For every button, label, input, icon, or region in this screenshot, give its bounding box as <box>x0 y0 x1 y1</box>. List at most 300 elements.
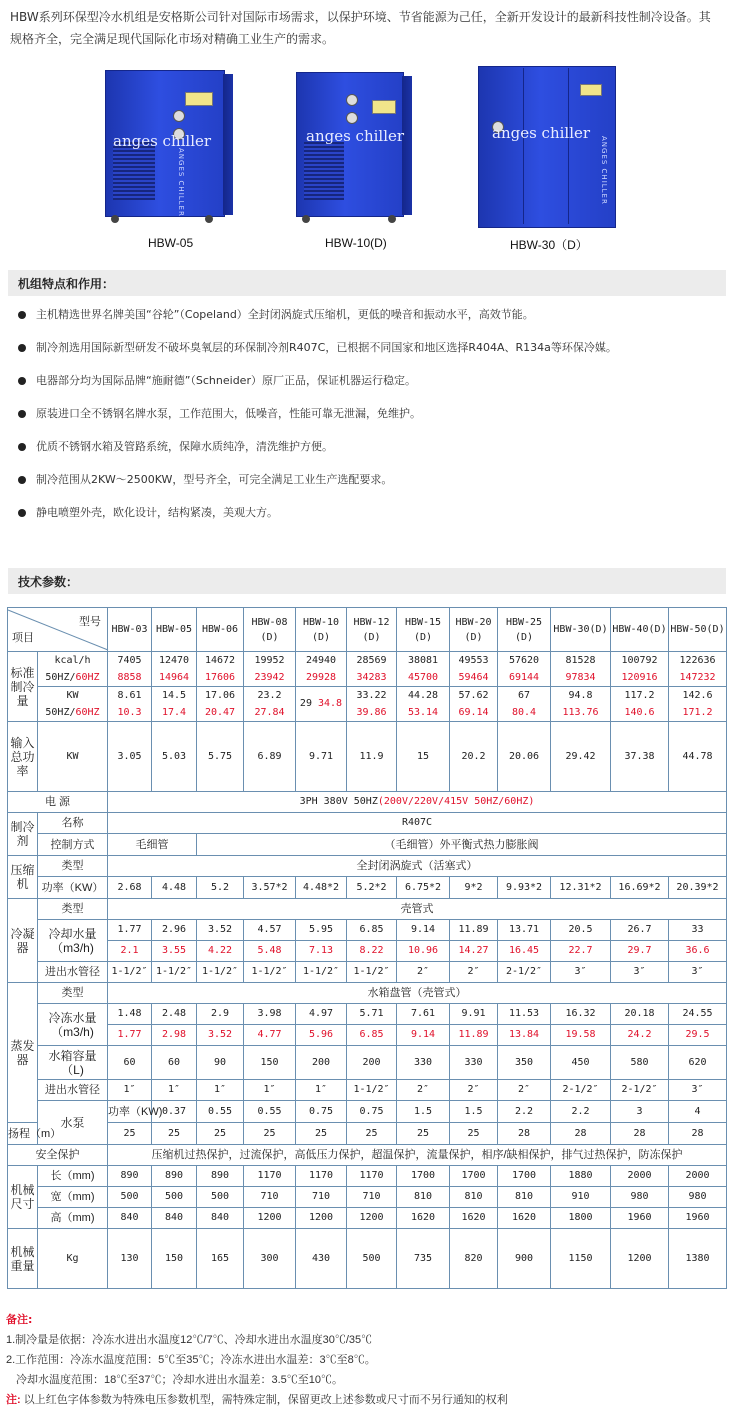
condenser-pipe-cell: 2″ <box>450 962 498 983</box>
model-header: HBW-06 <box>197 608 244 652</box>
model-header: HBW-08 (D) <box>244 608 296 652</box>
pump-head-cell: 25 <box>296 1123 347 1145</box>
refrigerant-label: 制冷剂 <box>8 813 38 856</box>
cooling-kcal-row <box>8 652 727 687</box>
width-cell: 910 <box>551 1187 611 1208</box>
evaporator-flow-cell: 7.61 <box>397 1004 450 1025</box>
refrigerant-name-value: R407C <box>108 813 727 834</box>
specs-section-bar <box>8 568 726 594</box>
condenser-label: 冷凝器 <box>8 899 38 983</box>
length-cell: 1170 <box>347 1166 397 1187</box>
width-cell: 810 <box>397 1187 450 1208</box>
evaporator-flow60-cell: 13.84 <box>498 1025 551 1046</box>
length-cell: 890 <box>152 1166 197 1187</box>
evaporator-pipe-cell: 1″ <box>197 1080 244 1101</box>
weight-cell: 735 <box>397 1229 450 1289</box>
weight-cell: 820 <box>450 1229 498 1289</box>
compressor-power-cell: 20.39*2 <box>669 877 727 899</box>
feature-item: 原装进口全不锈钢名牌水泵，工作范围大，低噪音，性能可靠无泄漏，免维护。 <box>16 403 716 436</box>
power-supply-row <box>8 792 727 813</box>
input-power-cell: 5.03 <box>152 722 197 792</box>
width-cell: 500 <box>108 1187 152 1208</box>
cooling-kcal-cell: 100792 120916 <box>611 652 669 687</box>
cooling-label: 标准制冷量 <box>8 652 38 722</box>
evaporator-tank-cell: 620 <box>669 1046 727 1080</box>
bullet-icon <box>18 509 26 517</box>
evaporator-flow-cell: 16.32 <box>551 1004 611 1025</box>
length-cell: 2000 <box>611 1166 669 1187</box>
length-cell: 2000 <box>669 1166 727 1187</box>
evaporator-tank-row <box>8 1046 727 1080</box>
notes <box>6 1310 726 1410</box>
cooling-kcal-cell: 12470 14964 <box>152 652 197 687</box>
evaporator-flow-cell: 11.53 <box>498 1004 551 1025</box>
cooling-kw-cell: 29 34.8 <box>296 687 347 722</box>
condenser-flow-cell: 13.71 <box>498 920 551 941</box>
length-cell: 1170 <box>296 1166 347 1187</box>
input-power-cell: 20.06 <box>498 722 551 792</box>
bullet-icon <box>18 377 26 385</box>
condenser-flow-cell: 33 <box>669 920 727 941</box>
cooling-kw-cell: 67 80.4 <box>498 687 551 722</box>
model-header: HBW-03 <box>108 608 152 652</box>
model-header: HBW-12 (D) <box>347 608 397 652</box>
pump-head-cell: 28 <box>498 1123 551 1145</box>
condenser-flow60-cell: 29.7 <box>611 941 669 962</box>
evaporator-type-row <box>8 983 727 1004</box>
evaporator-pipe-cell: 2″ <box>498 1080 551 1101</box>
pump-head-cell: 28 <box>611 1123 669 1145</box>
input-power-cell: 11.9 <box>347 722 397 792</box>
note-line: 冷却水温度范围：18℃至37℃；冷却水进出水温差：3.5℃至10℃。 <box>16 1374 343 1386</box>
input-power-row <box>8 722 727 792</box>
condenser-flow60-cell: 7.13 <box>296 941 347 962</box>
evaporator-pipe-row <box>8 1080 727 1101</box>
condenser-flow60-cell: 14.27 <box>450 941 498 962</box>
cooling-kw-unit: KW 50HZ/60HZ <box>38 687 108 722</box>
evaporator-flow-cell: 9.91 <box>450 1004 498 1025</box>
model-header: HBW-20 (D) <box>450 608 498 652</box>
weight-cell: 300 <box>244 1229 296 1289</box>
evaporator-tank-cell: 150 <box>244 1046 296 1080</box>
evaporator-flow-cell: 5.71 <box>347 1004 397 1025</box>
refrigerant-name-row <box>8 813 727 834</box>
condenser-pipe-cell: 3″ <box>669 962 727 983</box>
features-section-bar <box>8 270 726 296</box>
evaporator-flow60-row <box>8 1025 727 1046</box>
condenser-flow-cell: 11.89 <box>450 920 498 941</box>
pump-power-cell: 2.2 <box>498 1101 551 1123</box>
cooling-kw-cell: 142.6 171.2 <box>669 687 727 722</box>
pump-head-cell: 25 <box>347 1123 397 1145</box>
power-supply-value: 3PH 380V 50HZ(200V/220V/415V 50HZ/60HZ) <box>108 792 727 813</box>
size-label: 机械尺寸 <box>8 1166 38 1229</box>
condenser-flow-cell: 6.85 <box>347 920 397 941</box>
cooling-kw-cell: 8.61 10.3 <box>108 687 152 722</box>
cooling-kw-cell: 23.2 27.84 <box>244 687 296 722</box>
input-power-cell: 44.78 <box>669 722 727 792</box>
pump-power-cell: 3 <box>611 1101 669 1123</box>
compressor-type-label: 类型 <box>38 856 108 877</box>
length-cell: 1700 <box>397 1166 450 1187</box>
vertical-brand-label: ANGES CHILLER <box>600 136 608 205</box>
evaporator-tank-cell: 200 <box>347 1046 397 1080</box>
evaporator-flow60-cell: 24.2 <box>611 1025 669 1046</box>
evaporator-flow-cell: 24.55 <box>669 1004 727 1025</box>
evaporator-flow60-cell: 19.58 <box>551 1025 611 1046</box>
evaporator-flow60-cell: 3.52 <box>197 1025 244 1046</box>
evaporator-tank-cell: 580 <box>611 1046 669 1080</box>
width-cell: 710 <box>296 1187 347 1208</box>
cooling-kcal-cell: 49553 59464 <box>450 652 498 687</box>
product-gallery <box>0 60 731 260</box>
pump-head-cell: 25 <box>152 1123 197 1145</box>
cooling-kw-cell: 14.5 17.4 <box>152 687 197 722</box>
height-cell: 1960 <box>611 1208 669 1229</box>
compressor-type-value: 全封闭涡旋式（活塞式） <box>108 856 727 877</box>
length-cell: 1880 <box>551 1166 611 1187</box>
condenser-pipe-cell: 3″ <box>611 962 669 983</box>
condenser-flow-cell: 20.5 <box>551 920 611 941</box>
weight-cell: 430 <box>296 1229 347 1289</box>
width-cell: 810 <box>498 1187 551 1208</box>
compressor-power-cell: 3.57*2 <box>244 877 296 899</box>
specs-title: 技术参数： <box>18 575 79 589</box>
pump-head-cell: 28 <box>669 1123 727 1145</box>
condenser-pipe-cell: 1-1/2″ <box>197 962 244 983</box>
model-header: HBW-10 (D) <box>296 608 347 652</box>
model-header: HBW-30(D) <box>551 608 611 652</box>
height-cell: 1800 <box>551 1208 611 1229</box>
cooling-kcal-cell: 57620 69144 <box>498 652 551 687</box>
condenser-flow-label: 冷却水量（m3/h) <box>38 920 108 962</box>
pump-head-cell: 25 <box>108 1123 152 1145</box>
pump-label: 水泵 <box>38 1101 108 1145</box>
evaporator-flow60-cell: 9.14 <box>397 1025 450 1046</box>
input-power-unit: KW <box>38 722 108 792</box>
cooling-kw-cell: 33.22 39.86 <box>347 687 397 722</box>
width-cell: 500 <box>197 1187 244 1208</box>
control-small-value: 毛细管 <box>108 834 197 856</box>
condenser-flow60-cell: 3.55 <box>152 941 197 962</box>
bullet-icon <box>18 311 26 319</box>
bullet-icon <box>18 443 26 451</box>
compressor-power-cell: 9.93*2 <box>498 877 551 899</box>
spec-table <box>7 607 727 1289</box>
width-cell: 810 <box>450 1187 498 1208</box>
corner-header: 型号 项目 <box>8 608 108 652</box>
evaporator-flow-label: 冷冻水量（m3/h) <box>38 1004 108 1046</box>
weight-label: 机械重量 <box>8 1229 38 1289</box>
condenser-flow-cell: 9.14 <box>397 920 450 941</box>
pump-power-row <box>8 1101 727 1123</box>
weight-cell: 1200 <box>611 1229 669 1289</box>
cooling-kw-cell: 57.62 69.14 <box>450 687 498 722</box>
condenser-flow-cell: 4.57 <box>244 920 296 941</box>
cooling-kw-cell: 117.2 140.6 <box>611 687 669 722</box>
evaporator-pipe-cell: 1″ <box>244 1080 296 1101</box>
weight-cell: 150 <box>152 1229 197 1289</box>
height-label: 高（mm) <box>38 1208 108 1229</box>
intro-text: HBW系列环保型冷水机组是安格斯公司针对国际市场需求，以保护环境、节省能源为己任，全新开发设计的最新科技性制冷设备。其规格齐全，完全满足现代国际化市场对精确工业生产的需求。 <box>10 10 711 46</box>
length-label: 长（mm) <box>38 1166 108 1187</box>
height-cell: 1200 <box>244 1208 296 1229</box>
chiller-image-hbw-10 <box>296 72 416 232</box>
evaporator-pipe-cell: 2-1/2″ <box>551 1080 611 1101</box>
chiller-image-hbw-30 <box>478 66 618 226</box>
vertical-brand-label: ANGES CHILLER <box>177 148 185 217</box>
safety-value: 压缩机过热保护，过流保护，高低压力保护，超温保护，流量保护，相序/缺相保护，排气过热保护，防冻保护 <box>108 1145 727 1166</box>
feature-item: 静电喷塑外壳，欧化设计，结构紧凑，美观大方。 <box>16 502 716 535</box>
condenser-pipe-cell: 1-1/2″ <box>152 962 197 983</box>
evaporator-type-value: 水箱盘管（壳管式） <box>108 983 727 1004</box>
evaporator-tank-cell: 450 <box>551 1046 611 1080</box>
evaporator-type-label: 类型 <box>38 983 108 1004</box>
feature-item: 制冷剂选用国际新型研发不破坏臭氧层的环保制冷剂R407C，已根据不同国家和地区选择R404A、R134a等环保冷媒。 <box>16 337 716 370</box>
evaporator-pipe-cell: 3″ <box>669 1080 727 1101</box>
weight-row <box>8 1229 727 1289</box>
condenser-pipe-cell: 1-1/2″ <box>347 962 397 983</box>
condenser-pipe-cell: 3″ <box>551 962 611 983</box>
bullet-icon <box>18 344 26 352</box>
note-warning: 注: 以上红色字体参数为特殊电压参数机型，需特殊定制，保留更改上述参数或尺寸而不另行通知的权利 <box>6 1394 508 1406</box>
condenser-flow-cell: 3.52 <box>197 920 244 941</box>
cooling-kcal-cell: 28569 34283 <box>347 652 397 687</box>
pump-head-cell: 25 <box>244 1123 296 1145</box>
input-power-cell: 37.38 <box>611 722 669 792</box>
header-row <box>8 608 727 652</box>
evaporator-pipe-cell: 2-1/2″ <box>611 1080 669 1101</box>
input-power-cell: 9.71 <box>296 722 347 792</box>
weight-cell: 900 <box>498 1229 551 1289</box>
chiller-image-hbw-05 <box>105 70 235 230</box>
refrigerant-control-row <box>8 834 727 856</box>
evaporator-tank-cell: 200 <box>296 1046 347 1080</box>
condenser-flow60-cell: 22.7 <box>551 941 611 962</box>
bullet-icon <box>18 410 26 418</box>
caption-hbw-05: HBW-05 <box>148 236 194 250</box>
compressor-power-cell: 2.68 <box>108 877 152 899</box>
condenser-flow-cell: 2.96 <box>152 920 197 941</box>
width-cell: 500 <box>152 1187 197 1208</box>
cooling-kcal-cell: 122636 147232 <box>669 652 727 687</box>
width-row <box>8 1187 727 1208</box>
evaporator-pipe-cell: 1-1/2″ <box>347 1080 397 1101</box>
condenser-type-label: 类型 <box>38 899 108 920</box>
compressor-power-row <box>8 877 727 899</box>
compressor-type-row <box>8 856 727 877</box>
evaporator-flow60-cell: 4.77 <box>244 1025 296 1046</box>
evaporator-flow-cell: 2.48 <box>152 1004 197 1025</box>
evaporator-pipe-label: 进出水管径 <box>38 1080 108 1101</box>
condenser-flow60-cell: 8.22 <box>347 941 397 962</box>
input-power-label: 输入总功率 <box>8 722 38 792</box>
condenser-type-row <box>8 899 727 920</box>
input-power-cell: 3.05 <box>108 722 152 792</box>
condenser-pipe-cell: 1-1/2″ <box>244 962 296 983</box>
height-cell: 1960 <box>669 1208 727 1229</box>
condenser-flow-cell: 1.77 <box>108 920 152 941</box>
compressor-label: 压缩机 <box>8 856 38 899</box>
cooling-kcal-cell: 14672 17606 <box>197 652 244 687</box>
evaporator-flow-cell: 1.48 <box>108 1004 152 1025</box>
height-cell: 1620 <box>450 1208 498 1229</box>
condenser-pipe-row <box>8 962 727 983</box>
condenser-flow-row <box>8 920 727 941</box>
brand-label: anges chiller <box>306 127 405 145</box>
caption-hbw-10d: HBW-10(D) <box>325 236 387 250</box>
evaporator-tank-label: 水箱容量（L) <box>38 1046 108 1080</box>
condenser-flow-cell: 26.7 <box>611 920 669 941</box>
power-supply-label: 电 源 <box>8 792 108 813</box>
evaporator-flow60-cell: 5.96 <box>296 1025 347 1046</box>
pump-head-label: 扬程（m） <box>8 1123 38 1145</box>
pump-power-cell: 0.75 <box>296 1101 347 1123</box>
height-cell: 1200 <box>347 1208 397 1229</box>
condenser-pipe-cell: 2″ <box>397 962 450 983</box>
feature-item: 电器部分均为国际品牌“施耐德”（Schneider）原厂正品，保证机器运行稳定。 <box>16 370 716 403</box>
pump-power-cell: 0.75 <box>347 1101 397 1123</box>
features-title: 机组特点和作用： <box>18 277 115 291</box>
evaporator-tank-cell: 60 <box>152 1046 197 1080</box>
pump-head-cell: 28 <box>551 1123 611 1145</box>
height-cell: 1620 <box>498 1208 551 1229</box>
cooling-kw-cell: 44.28 53.14 <box>397 687 450 722</box>
condenser-flow60-cell: 2.1 <box>108 941 152 962</box>
pump-power-cell: 0.55 <box>244 1101 296 1123</box>
evaporator-flow-cell: 20.18 <box>611 1004 669 1025</box>
input-power-cell: 20.2 <box>450 722 498 792</box>
refrigerant-name-label: 名称 <box>38 813 108 834</box>
caption-hbw-30d: HBW-30（D） <box>510 238 588 252</box>
condenser-pipe-cell: 2-1/2″ <box>498 962 551 983</box>
width-cell: 710 <box>244 1187 296 1208</box>
pump-power-cell: 1.5 <box>397 1101 450 1123</box>
evaporator-pipe-cell: 2″ <box>397 1080 450 1101</box>
length-cell: 890 <box>108 1166 152 1187</box>
safety-label: 安全保护 <box>8 1145 108 1166</box>
compressor-power-cell: 4.48 <box>152 877 197 899</box>
weight-cell: 130 <box>108 1229 152 1289</box>
evaporator-flow-cell: 4.97 <box>296 1004 347 1025</box>
evaporator-pipe-cell: 1″ <box>296 1080 347 1101</box>
compressor-power-cell: 6.75*2 <box>397 877 450 899</box>
control-label: 控制方式 <box>38 834 108 856</box>
bullet-icon <box>18 476 26 484</box>
weight-unit: Kg <box>38 1229 108 1289</box>
feature-item: 优质不锈钢水箱及管路系统，保障水质纯净，清洗维护方便。 <box>16 436 716 469</box>
pump-power-cell: 1.5 <box>450 1101 498 1123</box>
evaporator-flow-cell: 3.98 <box>244 1004 296 1025</box>
weight-cell: 500 <box>347 1229 397 1289</box>
length-cell: 1700 <box>450 1166 498 1187</box>
evaporator-tank-cell: 90 <box>197 1046 244 1080</box>
compressor-power-cell: 4.48*2 <box>296 877 347 899</box>
pump-power-cell: 0.55 <box>197 1101 244 1123</box>
safety-row <box>8 1145 727 1166</box>
evaporator-tank-cell: 330 <box>450 1046 498 1080</box>
model-header: HBW-25 (D) <box>498 608 551 652</box>
model-header: HBW-40(D) <box>611 608 669 652</box>
pump-head-cell: 25 <box>197 1123 244 1145</box>
length-row <box>8 1166 727 1187</box>
control-large-value: （毛细管）外平衡式热力膨胀阀 <box>197 834 727 856</box>
pump-power-cell: 0.37 <box>152 1101 197 1123</box>
weight-cell: 1150 <box>551 1229 611 1289</box>
condenser-flow60-cell: 36.6 <box>669 941 727 962</box>
evaporator-tank-cell: 350 <box>498 1046 551 1080</box>
evaporator-tank-cell: 60 <box>108 1046 152 1080</box>
input-power-cell: 29.42 <box>551 722 611 792</box>
evaporator-flow-cell: 2.9 <box>197 1004 244 1025</box>
compressor-power-cell: 5.2 <box>197 877 244 899</box>
model-header: HBW-15 (D) <box>397 608 450 652</box>
brand-label: anges chiller <box>492 124 591 142</box>
condenser-flow-cell: 5.95 <box>296 920 347 941</box>
condenser-flow60-cell: 16.45 <box>498 941 551 962</box>
note-line: 1.制冷量是依据：冷冻水进出水温度12℃/7℃、冷却水进出水温度30℃/35℃ <box>6 1334 373 1346</box>
cooling-kcal-unit: kcal/h 50HZ/60HZ <box>38 652 108 687</box>
width-cell: 710 <box>347 1187 397 1208</box>
evaporator-flow60-cell: 11.89 <box>450 1025 498 1046</box>
height-cell: 840 <box>108 1208 152 1229</box>
features-list <box>16 304 716 535</box>
cooling-kw-row <box>8 687 727 722</box>
height-cell: 1200 <box>296 1208 347 1229</box>
evaporator-flow60-cell: 1.77 <box>108 1025 152 1046</box>
condenser-flow60-row <box>8 941 727 962</box>
height-cell: 840 <box>197 1208 244 1229</box>
cooling-kw-cell: 17.06 20.47 <box>197 687 244 722</box>
evaporator-pipe-cell: 1″ <box>108 1080 152 1101</box>
height-cell: 1620 <box>397 1208 450 1229</box>
pump-head-cell: 25 <box>397 1123 450 1145</box>
feature-item: 制冷范围从2KW～2500KW，型号齐全，可完全满足工业生产选配要求。 <box>16 469 716 502</box>
length-cell: 1700 <box>498 1166 551 1187</box>
condenser-flow60-cell: 5.48 <box>244 941 296 962</box>
cooling-kcal-cell: 24940 29928 <box>296 652 347 687</box>
brand-label: anges chiller <box>113 132 212 150</box>
condenser-pipe-label: 进出水管径 <box>38 962 108 983</box>
compressor-power-cell: 16.69*2 <box>611 877 669 899</box>
notes-title: 备注: <box>6 1313 33 1326</box>
input-power-cell: 5.75 <box>197 722 244 792</box>
width-cell: 980 <box>611 1187 669 1208</box>
evaporator-flow-row <box>8 1004 727 1025</box>
model-header: HBW-05 <box>152 608 197 652</box>
cooling-kcal-cell: 81528 97834 <box>551 652 611 687</box>
pump-power-cell: 4 <box>669 1101 727 1123</box>
width-label: 宽（mm) <box>38 1187 108 1208</box>
length-cell: 890 <box>197 1166 244 1187</box>
evaporator-flow60-cell: 29.5 <box>669 1025 727 1046</box>
evaporator-pipe-cell: 2″ <box>450 1080 498 1101</box>
evaporator-flow60-cell: 2.98 <box>152 1025 197 1046</box>
pump-power-cell: 2.2 <box>551 1101 611 1123</box>
note-line: 2.工作范围：冷冻水温度范围：5℃至35℃；冷冻水进出水温差：3℃至8℃。 <box>6 1354 376 1366</box>
pump-head-row <box>8 1123 727 1145</box>
evaporator-label: 蒸发器 <box>8 983 38 1123</box>
condenser-pipe-cell: 1-1/2″ <box>108 962 152 983</box>
input-power-cell: 15 <box>397 722 450 792</box>
cooling-kcal-cell: 38081 45700 <box>397 652 450 687</box>
condenser-flow60-cell: 10.96 <box>397 941 450 962</box>
pump-power-label: 功率（KW) <box>108 1101 152 1123</box>
condenser-pipe-cell: 1-1/2″ <box>296 962 347 983</box>
compressor-power-cell: 12.31*2 <box>551 877 611 899</box>
weight-cell: 165 <box>197 1229 244 1289</box>
condenser-type-value: 壳管式 <box>108 899 727 920</box>
